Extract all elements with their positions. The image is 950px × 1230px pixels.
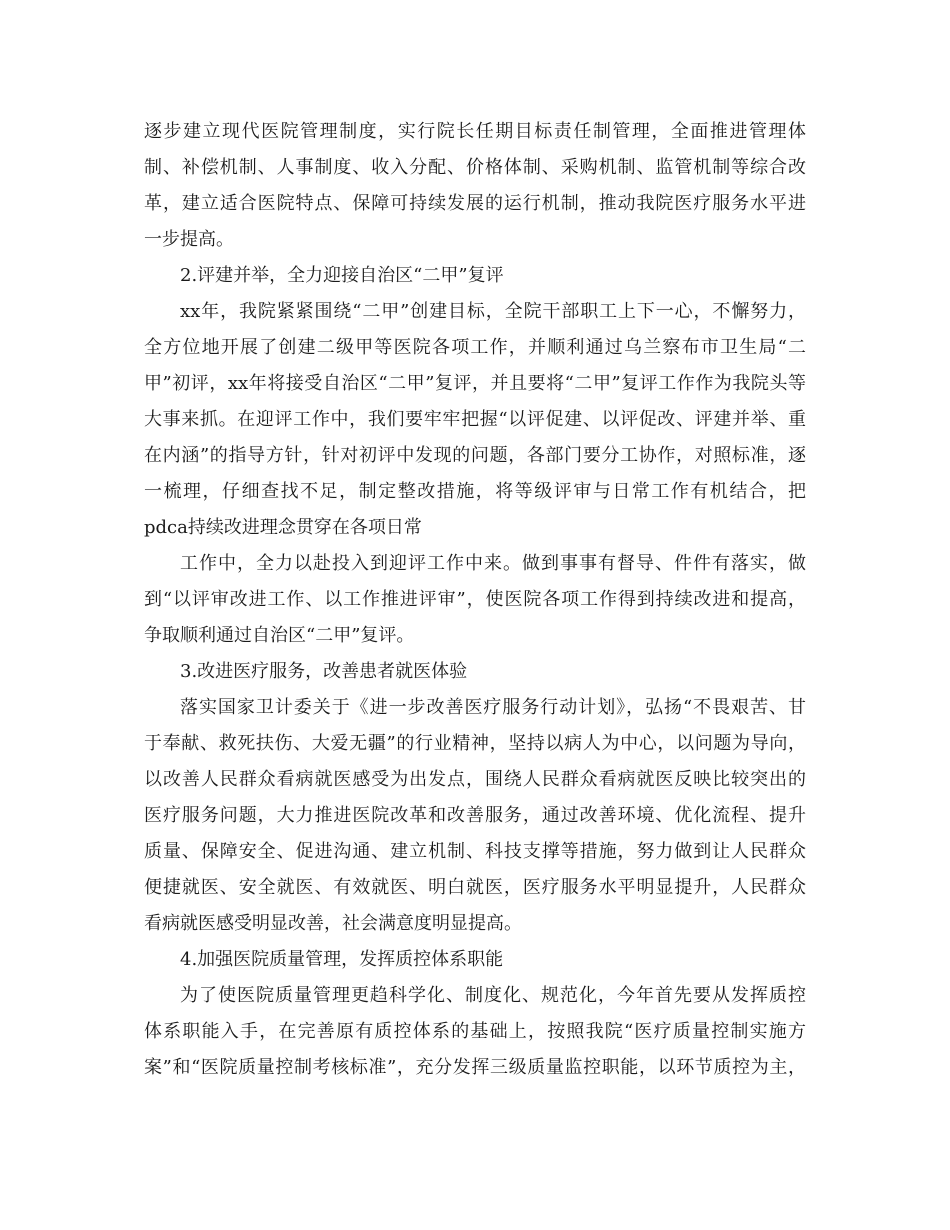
text-line: 4.加强医院质量管理，发挥质控体系职能 xyxy=(180,949,504,970)
text-line: 争取顺利通过自治区“二甲”复评。 xyxy=(144,625,415,646)
text-line: 全方位地开展了创建二级甲等医院各项工作，并顺利通过乌兰察布市卫生局“二 xyxy=(144,337,806,358)
text-line: 革，建立适合医院特点、保障可持续发展的运行机制，推动我院医疗服务水平进 xyxy=(144,193,806,214)
text-line: 到“以评审改进工作、以工作推进评审”，使医院各项工作得到持续改进和提高， xyxy=(144,589,806,610)
text-line: xx年，我院紧紧围绕“二甲”创建目标，全院干部职工上下一心，不懈努力， xyxy=(180,301,806,322)
text-line: 医疗服务问题，大力推进医院改革和改善服务，通过改善环境、优化流程、提升 xyxy=(144,805,806,826)
text-line: 3.改进医疗服务，改善患者就医体验 xyxy=(180,661,468,682)
document-page xyxy=(144,114,806,1086)
text-line: 在内涵”的指导方针，针对初评中发现的问题，各部门要分工协作，对照标准，逐 xyxy=(144,445,806,466)
text-line: 工作中，全力以赴投入到迎评工作中来。做到事事有督导、件件有落实，做 xyxy=(180,553,806,574)
text-line: 落实国家卫计委关于《进一步改善医疗服务行动计划》，弘扬“不畏艰苦、甘 xyxy=(180,697,806,718)
text-line: 案”和“医院质量控制考核标准”，充分发挥三级质量监控职能，以环节质控为主， xyxy=(144,1057,806,1078)
text-line: 质量、保障安全、促进沟通、建立机制、科技支撑等措施，努力做到让人民群众 xyxy=(144,841,806,862)
text-line: 看病就医感受明显改善，社会满意度明显提高。 xyxy=(144,913,522,934)
text-line: 大事来抓。在迎评工作中，我们要牢牢把握“以评促建、以评促改、评建并举、重 xyxy=(144,409,806,430)
text-line: 制、补偿机制、人事制度、收入分配、价格体制、采购机制、监管机制等综合改 xyxy=(144,157,806,178)
text-line: 2.评建并举，全力迎接自治区“二甲”复评 xyxy=(180,265,504,286)
text-line: 体系职能入手，在完善原有质控体系的基础上，按照我院“医疗质量控制实施方 xyxy=(144,1021,806,1042)
text-line: 以改善人民群众看病就医感受为出发点，围绕人民群众看病就医反映比较突出的 xyxy=(144,769,806,790)
text-line: 便捷就医、安全就医、有效就医、明白就医，医疗服务水平明显提升，人民群众 xyxy=(144,877,806,898)
text-line: 逐步建立现代医院管理制度，实行院长任期目标责任制管理，全面推进管理体 xyxy=(144,121,806,142)
text-line: 一步提高。 xyxy=(144,229,234,250)
text-line: 为了使医院质量管理更趋科学化、制度化、规范化，今年首先要从发挥质控 xyxy=(180,985,806,1006)
text-line: 一梳理，仔细查找不足，制定整改措施，将等级评审与日常工作有机结合，把 xyxy=(144,481,806,502)
text-line: 于奉献、救死扶伤、大爱无疆”的行业精神，坚持以病人为中心，以问题为导向， xyxy=(144,733,806,754)
text-line: 甲”初评，xx年将接受自治区“二甲”复评，并且要将“二甲”复评工作作为我院头等 xyxy=(144,373,806,394)
text-line: pdca持续改进理念贯穿在各项日常 xyxy=(144,517,422,538)
